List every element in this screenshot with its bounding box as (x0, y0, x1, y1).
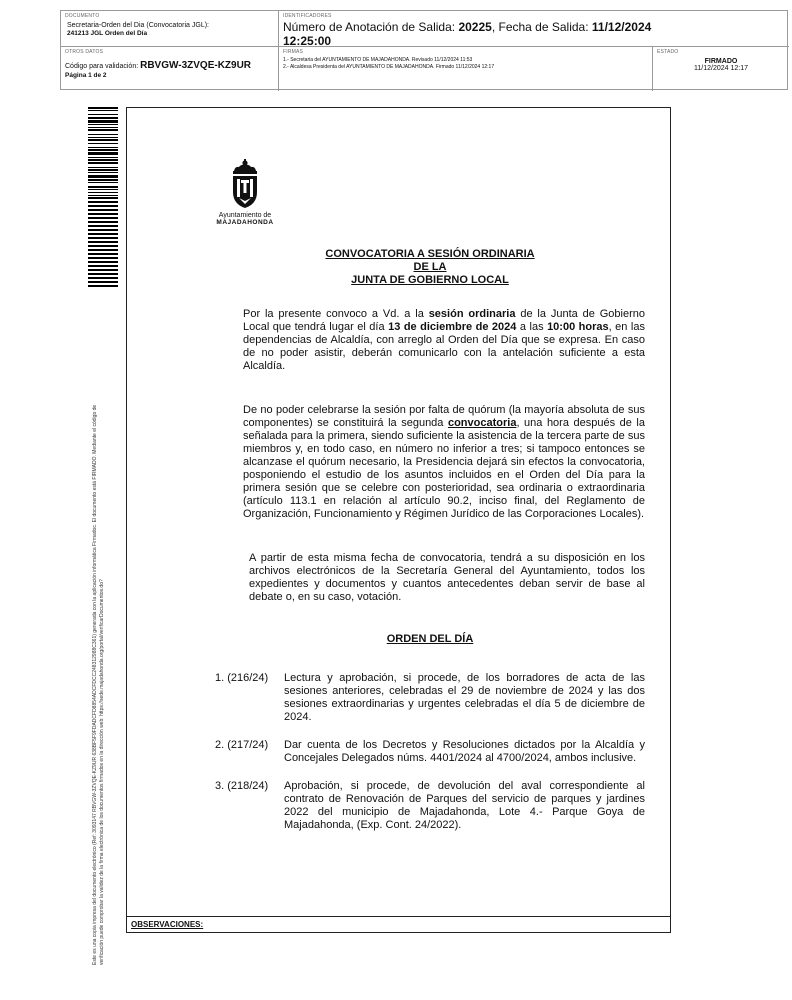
document-title (215, 248, 645, 287)
firma-1: 1.- Secretaria del AYUNTAMIENTO DE MAJADAHONDA. Revisado 11/12/2024 11:53 (283, 57, 473, 63)
agenda-item-number: 3. (218/24) (215, 780, 269, 792)
p1-bold-2: 13 de diciembre de 2024 (388, 321, 517, 333)
side-line-2: verificación puede comprobar la validez de la firma electrónica de los documentos firmados en la dirección web: https://sede.majadahonda.org/portal/verificarDocumentos.do? (99, 579, 105, 965)
barcode-image (88, 107, 118, 287)
p3-text-1: A partir de esta misma fecha de convocatoria, tendrá a su disposición en los archivos electrónicos de la Secretaría General del Ayuntamiento, todos los expedientes y documentos y cuantos antecedentes deban servir de base al debate o, en su caso, votación. (249, 552, 645, 603)
observaciones-label: OBSERVACIONES: (127, 916, 670, 932)
documento-caption: DOCUMENTO (65, 13, 100, 19)
registro-mid: , Fecha de Salida: (491, 20, 592, 34)
agenda-item-text: Dar cuenta de los Decretos y Resoluciones dictados por la Alcaldía y Concejales Delegados núms. 4401/2024 al 4700/2024, ambos inclusive. (284, 739, 645, 764)
p1-text-1: Por la presente convoco a Vd. a la (243, 308, 429, 320)
validation-label: Código para validación: (65, 63, 141, 70)
logo-line-2: MAJADAHONDA (216, 219, 274, 226)
estado-date: 11/12/2024 12:17 (694, 65, 748, 72)
documento-cell (61, 11, 279, 47)
validation-code: RBVGW-3ZVQE-KZ9UR (140, 60, 252, 71)
otros-caption: OTROS DATOS (65, 49, 104, 55)
document-page (126, 107, 671, 933)
title-line-2: DE LA (413, 261, 447, 273)
paragraph-quorum (215, 404, 645, 521)
firmas-cell (279, 47, 653, 91)
estado-cell (653, 47, 789, 91)
firmas-caption: FIRMAS (283, 49, 304, 55)
p1-text-2: de la Junta de Gobierno Local que tendrá lugar el día (243, 308, 645, 333)
estado-value: FIRMADO (704, 58, 738, 65)
agenda-item (215, 672, 645, 724)
document-header (60, 10, 788, 90)
registro-hora: 12:25:00 (283, 34, 332, 47)
side-verification-text (92, 295, 106, 965)
p1-text-3: a las (516, 321, 548, 333)
agenda-item-text: Lectura y aprobación, si procede, de los borradores de acta de las sesiones anteriores, celebradas el 29 de noviembre de 2024 y las dos sesiones extraordinarias y urgentes celebradas el día 5 de diciembre de 2024. (284, 672, 645, 723)
registro-prefix: Número de Anotación de Salida: (283, 20, 459, 34)
otros-datos-cell (61, 47, 279, 91)
municipal-logo (209, 158, 281, 226)
registro-fecha: 11/12/2024 (591, 20, 652, 34)
p2-text-2: , una hora después de la señalada para la primera, siendo suficiente la asistencia de la tercera parte de sus miembros y, en todo caso, en número no inferior a tres; si tampoco entonces se alcanzase el quórum necesario, la Presidencia dejará sin efectos la convocatoria, posponiendo el estudio de los asuntos incluidos en el Orden del Día para la primera sesión que se celebre con posterioridad, sea ordinaria o extraordinaria (artículo 113.1 en relación al artículo 90.2, inciso final, del Reglamento de Organización, Funcionamiento y Régimen Jurídico de las Corporaciones Locales). (243, 417, 645, 520)
validation-line (65, 60, 274, 71)
title-line-3: JUNTA DE GOBIERNO LOCAL (351, 274, 509, 286)
firmas-list (283, 57, 648, 71)
logo-line-1: Ayuntamiento de (218, 212, 272, 219)
agenda-item (215, 739, 645, 765)
registro-cell (279, 11, 789, 47)
side-line-1: Este es una copia impresa del documento electrónico (Ref: 3093147 RBVGW-3ZVQE-KZ9UR 638BF5F9FDADCFD8854ADCFDCC248312988C361) generada con la aplicación informática Firmadoc. El documento está FIRMADO. Mediante el código de (92, 404, 98, 965)
coat-of-arms-icon (226, 158, 264, 210)
documento-line1: Secretaria-Orden del Dia (Convocatoria JGL): (67, 22, 210, 29)
estado-caption: ESTADO (657, 49, 679, 55)
orden-del-dia-heading: ORDEN DEL DÍA (386, 633, 474, 645)
paragraph-documentacion (215, 552, 645, 604)
registro-num: 20225 (458, 20, 492, 34)
agenda-item-number: 2. (217/24) (215, 739, 269, 751)
title-line-1: CONVOCATORIA A SESIÓN ORDINARIA (325, 248, 535, 260)
documento-line2: 241213 JGL Orden del Día (67, 30, 148, 37)
agenda-item-number: 1. (216/24) (215, 672, 269, 684)
p2-bold-1: convocatoria (447, 417, 517, 429)
registro-caption: IDENTIFICADORES (283, 13, 332, 19)
p1-bold-1: sesión ordinaria (428, 308, 516, 320)
paragraph-convocatoria (215, 308, 645, 373)
agenda-list (215, 672, 645, 847)
registro-text (283, 20, 785, 47)
p2-text-1: De no poder celebrarse la sesión por falta de quórum (la mayoría absoluta de sus componentes) se constituirá la segunda (243, 404, 645, 429)
page-count: Página 1 de 2 (65, 72, 107, 79)
agenda-item (215, 780, 645, 832)
firma-2: 2.- Alcaldesa Presidenta del AYUNTAMIENTO DE MAJADAHONDA. Firmado 11/12/2024 12:17 (283, 64, 495, 70)
agenda-item-text: Aprobación, si procede, de devolución del aval correspondiente al contrato de Renovación de Parques del servicio de parques y jardines 2022 del municipio de Majadahonda, Lote 4.- Parque Goya de Majadahonda, (Exp. Cont. 24/2022). (284, 780, 645, 831)
p1-text-4: , en las dependencias de Alcaldía, con arreglo al Orden del Día que se expresa. En caso de no poder asistir, deberán comunicarlo con la antelación suficiente a esta Alcaldía. (243, 321, 645, 372)
p1-bold-3: 10:00 horas (547, 321, 609, 333)
